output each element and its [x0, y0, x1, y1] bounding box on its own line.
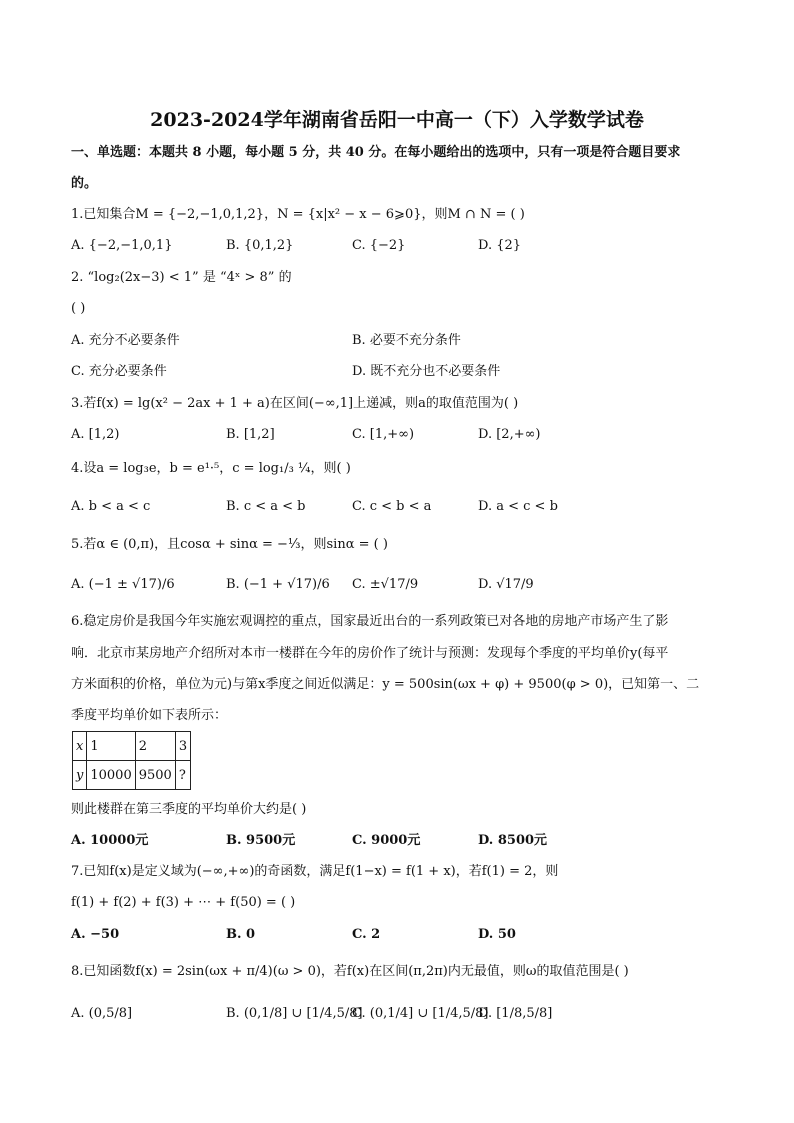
q8-option-b: B. (0,1/8] ∪ [1/4,5/8]	[226, 1006, 363, 1021]
q1-option-c: C. {−2}	[352, 238, 406, 253]
q2-option-b: B. 必要不充分条件	[352, 333, 461, 348]
section-heading-line2: 的。	[71, 176, 98, 191]
q6-price-table	[72, 731, 191, 790]
q4-option-d: D. a < c < b	[478, 499, 558, 514]
q3-stem: 3.若f(x) = lg(x² − 2ax + 1 + a)在区间(−∞,1]上递减，则a的取值范围为( )	[71, 396, 519, 411]
q6-option-b: B. 9500元	[226, 833, 296, 848]
q3-option-d: D. [2,+∞)	[478, 427, 541, 442]
q8-option-c: C. (0,1/4] ∪ [1/4,5/8]	[352, 1006, 489, 1021]
table-cell: 9500	[135, 761, 175, 790]
q2-option-d: D. 既不充分也不必要条件	[352, 364, 501, 379]
q1-stem: 1.已知集合M = {−2,−1,0,1,2}，N = {x|x² − x − 6⩾0}，则M ∩ N = ( )	[71, 207, 525, 222]
q6-line5: 则此楼群在第三季度的平均单价大约是( )	[71, 802, 307, 817]
q7-option-c: C. 2	[352, 927, 381, 942]
q7-line2: f(1) + f(2) + f(3) + ⋯ + f(50) = ( )	[71, 895, 296, 910]
q6-option-a: A. 10000元	[71, 833, 149, 848]
table-cell: x	[73, 732, 87, 761]
q1-option-d: D. {2}	[478, 238, 522, 253]
q2-paren: ( )	[71, 301, 86, 316]
table-row	[73, 761, 191, 790]
q4-option-b: B. c < a < b	[226, 499, 306, 514]
q6-line2: 响．北京市某房地产介绍所对本市一楼群在今年的房价作了统计与预测：发现每个季度的平均单价y(每平	[71, 646, 669, 661]
q2-stem: 2. “log₂(2x−3) < 1” 是 “4ˣ > 8” 的	[71, 270, 292, 285]
q6-line1: 6.稳定房价是我国今年实施宏观调控的重点，国家最近出台的一系列政策已对各地的房地产市场产生了影	[71, 614, 669, 629]
q6-line3: 方米面积的价格，单位为元)与第x季度之间近似满足：y = 500sin(ωx + φ) + 9500(φ > 0)，已知第一、二	[71, 677, 700, 692]
q2-option-a: A. 充分不必要条件	[71, 333, 180, 348]
table-cell: 1	[87, 732, 135, 761]
exam-title: 2023-2024学年湖南省岳阳一中高一（下）入学数学试卷	[150, 109, 644, 131]
q5-option-b: B. (−1 + √17)/6	[226, 577, 330, 592]
table-cell: y	[73, 761, 87, 790]
table-cell: 2	[135, 732, 175, 761]
q8-stem: 8.已知函数f(x) = 2sin(ωx + π/4)(ω > 0)，若f(x)在区间(π,2π)内无最值，则ω的取值范围是( )	[71, 964, 629, 979]
q4-stem: 4.设a = log₃e，b = e¹·⁵，c = log₁/₃ ¼，则( )	[71, 461, 351, 476]
q5-option-a: A. (−1 ± √17)/6	[71, 577, 175, 592]
table-cell: ?	[175, 761, 190, 790]
q7-option-a: A. −50	[71, 927, 120, 942]
q7-line1: 7.已知f(x)是定义域为(−∞,+∞)的奇函数，满足f(1−x) = f(1 + x)，若f(1) = 2，则	[71, 864, 559, 879]
q8-option-a: A. (0,5/8]	[71, 1006, 133, 1021]
q6-line4: 季度平均单价如下表所示：	[71, 708, 228, 723]
table-cell: 3	[175, 732, 190, 761]
q7-option-d: D. 50	[478, 927, 516, 942]
q3-option-b: B. [1,2]	[226, 427, 275, 442]
section-heading-line1: 一、单选题：本题共 8 小题，每小题 5 分，共 40 分。在每小题给出的选项中，只有一项是符合题目要求	[71, 145, 681, 160]
q5-stem: 5.若α ∈ (0,π)，且cosα + sinα = −⅓，则sinα = ( )	[71, 537, 388, 552]
table-row	[73, 732, 191, 761]
q4-option-c: C. c < b < a	[352, 499, 432, 514]
q3-option-a: A. [1,2)	[71, 427, 120, 442]
q7-option-b: B. 0	[226, 927, 256, 942]
table-cell: 10000	[87, 761, 135, 790]
q2-option-c: C. 充分必要条件	[71, 364, 167, 379]
q8-option-d: D. [1/8,5/8]	[478, 1006, 553, 1021]
q3-option-c: C. [1,+∞)	[352, 427, 415, 442]
q5-option-c: C. ±√17/9	[352, 577, 419, 592]
q4-option-a: A. b < a < c	[71, 499, 151, 514]
q5-option-d: D. √17/9	[478, 577, 534, 592]
q1-option-b: B. {0,1,2}	[226, 238, 294, 253]
q1-option-a: A. {−2,−1,0,1}	[71, 238, 173, 253]
q6-option-c: C. 9000元	[352, 833, 421, 848]
q6-option-d: D. 8500元	[478, 833, 548, 848]
